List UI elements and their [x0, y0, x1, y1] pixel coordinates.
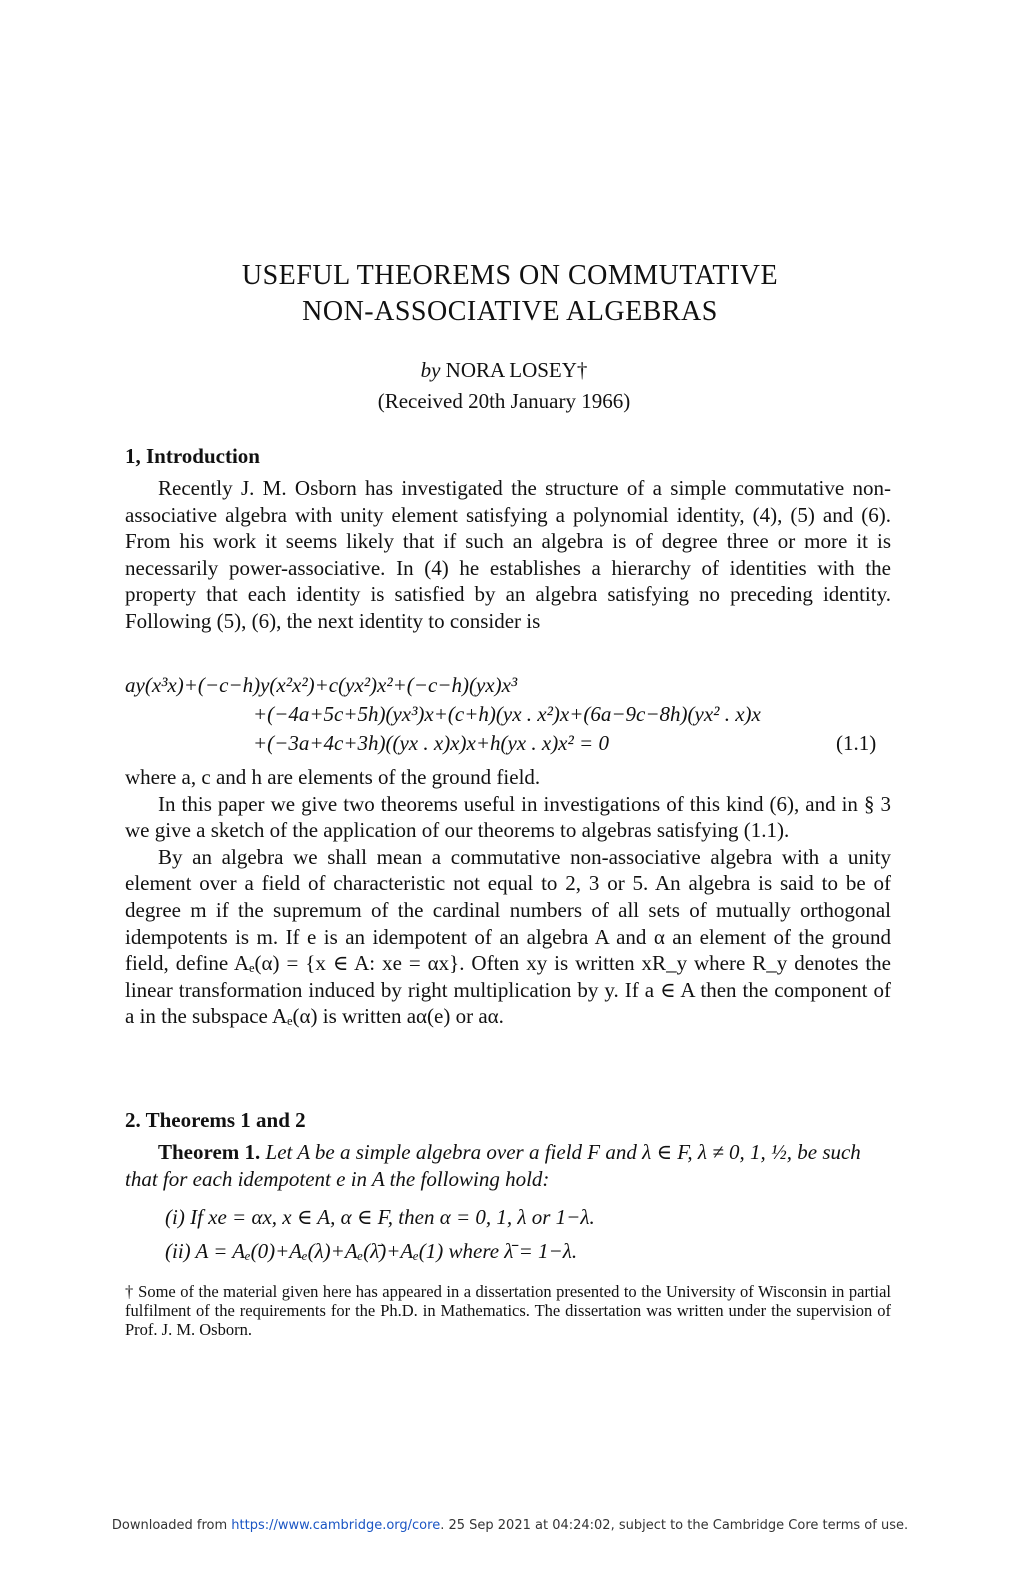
condition-i: (i) If xe = αx, x ∈ A, α ∈ F, then α = 0, 1, λ or 1−λ. — [165, 1205, 595, 1229]
equation-line-1: ay(x³x)+(−c−h)y(x²x²)+c(yx²)x²+(−c−h)(yx)x³ — [125, 673, 518, 697]
body-text — [125, 764, 891, 1030]
title-line-2: NON-ASSOCIATIVE ALGEBRAS — [302, 296, 718, 327]
paper-title — [0, 258, 1020, 330]
download-notice — [0, 1518, 1020, 1533]
paragraph-4: By an algebra we shall mean a commutative non-associative algebra with a unity element over a field of characteristic not equal to 2, 3 or 5. An algebra is said to be of degree m if the supremum of the cardinal numbers of all sets of mutually orthogonal idempotents is m. If e is an idempotent of an algebra A and α an element of the ground field, define Aₑ(α) = {x ∈ A: xe = αx}. Often xy is written xR_y where R_y denotes the linear transformation induced by right multiplication by y. If a ∈ A then the component of a in the subspace Aₑ(α) is written aα(e) or aα. — [125, 844, 891, 1029]
equation-line-2: +(−4a+5c+5h)(yx³)x+(c+h)(yx . x²)x+(6a−9c−8h)(yx² . x)x — [253, 702, 761, 726]
paragraph-3: In this paper we give two theorems useful in investigations of this kind (6), and in § 3 we give a sketch of the application of our theorems to algebras satisfying (1.1). — [125, 791, 891, 843]
cambridge-core-link[interactable]: https://www.cambridge.org/core — [231, 1518, 441, 1533]
download-prefix: Downloaded from — [111, 1518, 232, 1533]
download-suffix: . 25 Sep 2021 at 04:24:02, subject to the Cambridge Core terms of use. — [440, 1518, 909, 1533]
author-name: NORA LOSEY† — [445, 358, 588, 382]
title-line-1: USEFUL THEOREMS ON COMMUTATIVE — [241, 260, 779, 291]
theorem-1 — [125, 1139, 891, 1192]
theorem-1-label: Theorem 1. — [158, 1140, 261, 1164]
intro-paragraph — [125, 475, 891, 635]
theorem-1-text: Let A be a simple algebra over a field F and λ ∈ F, λ ≠ 0, 1, ½, be such that for each idempotent e in A the following hold: — [125, 1140, 861, 1191]
condition-ii: (ii) A = Aₑ(0)+Aₑ(λ)+Aₑ(λ̄)+Aₑ(1) where λ̄ = 1−λ. — [165, 1239, 578, 1263]
section-2-heading: 2. Theorems 1 and 2 — [125, 1108, 306, 1132]
equation-number: (1.1) — [836, 731, 877, 755]
footnote: † Some of the material given here has appeared in a dissertation presented to the University of Wisconsin in partial fulfilment of the requirements for the Ph.D. in Mathematics. The dissertation was written under the supervision of Prof. J. M. Osborn. — [125, 1282, 891, 1339]
byline — [0, 358, 1008, 383]
section-1-heading: 1, Introduction — [125, 444, 260, 468]
paragraph-1: Recently J. M. Osborn has investigated the structure of a simple commutative non-associative algebra with unity element satisfying a polynomial identity, (4), (5) and (6). From his work it seems likely that if such an algebra is of degree three or more it is necessarily power-associative. In (4) he establishes a hierarchy of identities with the property that each identity is satisfied by an algebra satisfying no preceding identity. Following (5), (6), the next identity to consider is — [125, 476, 891, 633]
received-date: (Received 20th January 1966) — [377, 389, 631, 413]
paragraph-2: where a, c and h are elements of the ground field. — [125, 765, 541, 789]
equation-line-3: +(−3a+4c+3h)((yx . x)x)x+h(yx . x)x² = 0 — [253, 731, 609, 755]
byline-prefix: by — [420, 358, 441, 382]
